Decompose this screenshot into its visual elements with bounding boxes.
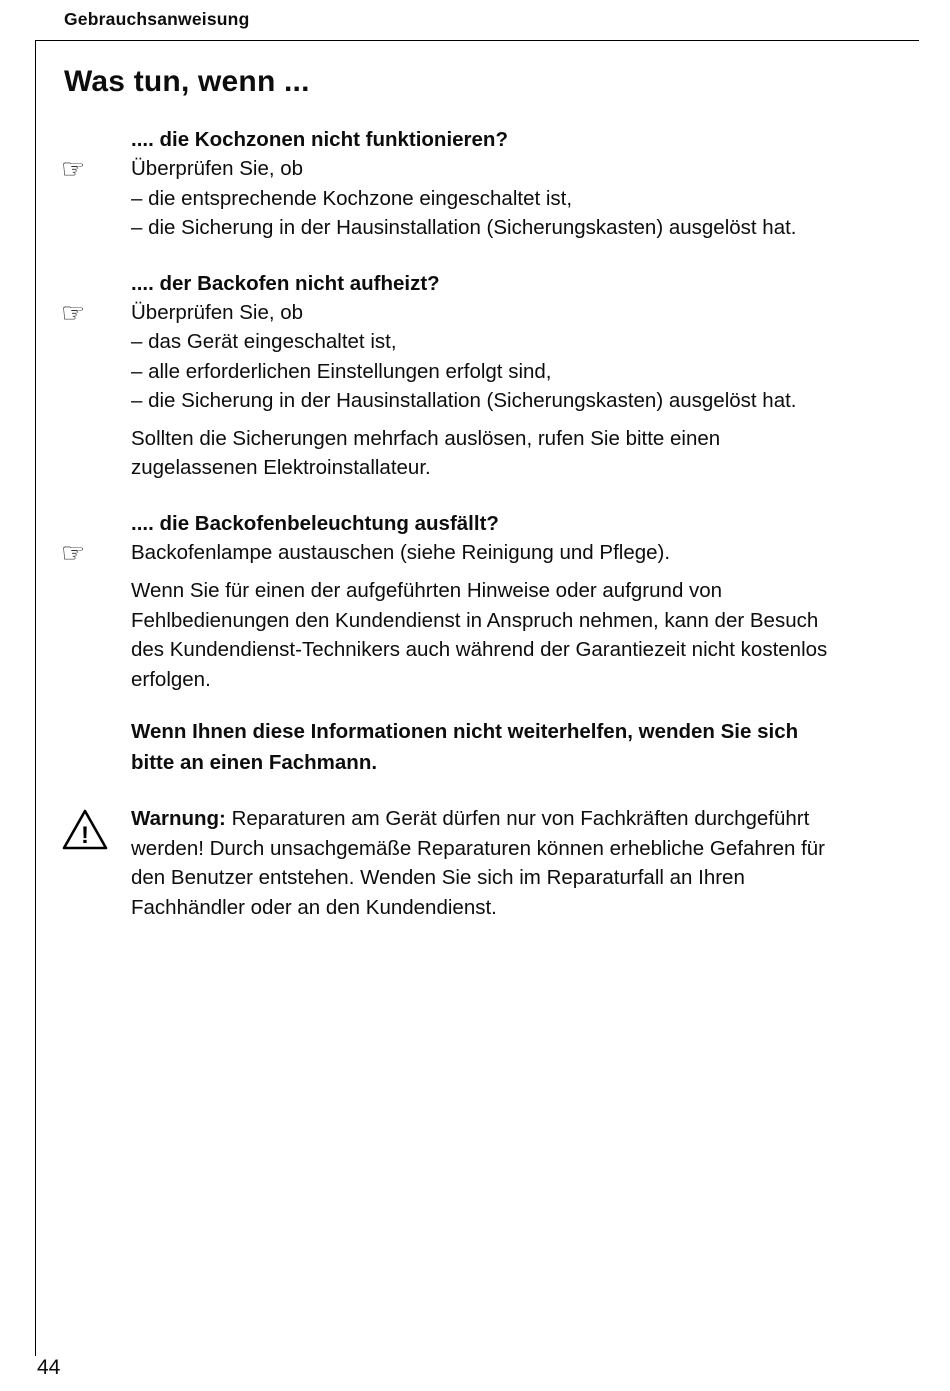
- page-title: Was tun, wenn ...: [64, 65, 310, 98]
- action-text: Backofenlampe austauschen (siehe Reinigung und Pflege).: [131, 540, 671, 564]
- warning-triangle-icon: [61, 808, 109, 852]
- warning-row: [36, 804, 919, 922]
- warning-label: Warnung:: [131, 807, 226, 830]
- list-item: – die entsprechende Kochzone eingeschaltet ist,: [131, 186, 573, 210]
- pointing-hand-icon: ☞: [61, 297, 86, 329]
- list-item: – alle erforderlichen Einstellungen erfolgt sind,: [131, 359, 552, 383]
- section-heading-kochzonen: .... die Kochzonen nicht funktionieren?: [131, 128, 508, 151]
- content-frame: [35, 40, 919, 1356]
- intro-text: Überprüfen Sie, ob: [131, 157, 304, 180]
- page-header: Gebrauchsanweisung: [64, 9, 250, 29]
- intro-text: Überprüfen Sie, ob: [131, 300, 304, 324]
- section-heading-beleuchtung: .... die Backofenbeleuchtung ausfällt?: [131, 511, 499, 535]
- pointer-row: [36, 538, 919, 569]
- list-item: – die Sicherung in der Hausinstallation (Sicherungskasten) ausgelöst hat.: [131, 389, 797, 412]
- list-item: – die Sicherung in der Hausinstallation (Sicherungskasten) ausgelöst hat.: [131, 216, 797, 239]
- note-paragraph: Sollten die Sicherungen mehrfach auslösen, rufen Sie bitte einen zugelassenen Elektroinstallateur.: [131, 426, 721, 479]
- advice-paragraph: Wenn Ihnen diese Informationen nicht weiterhelfen, wenden Sie sich bitte an einen Fachmann.: [131, 720, 799, 774]
- page-number: 44: [37, 1356, 61, 1379]
- note-paragraph: Wenn Sie für einen der aufgeführten Hinweise oder aufgrund von Fehlbedienungen den Kundendienst in Anspruch nehmen, kann der Besuch des Kundendienst-Technikers auch während der Garantiezeit nicht kostenlos erfolgen.: [131, 579, 828, 691]
- warning-exclamation: !: [81, 822, 89, 849]
- warning-text: Reparaturen am Gerät dürfen nur von Fachkräften durchgeführt werden! Durch unsachgemäße Reparaturen können erhebliche Gefahren für den Benutzer entstehen. Wenden Sie sich im Reparaturfall an Ihren Fachhändler oder an den Kundendienst.: [131, 807, 825, 919]
- pointing-hand-icon: ☞: [61, 537, 86, 569]
- warning-paragraph: [131, 804, 849, 922]
- pointer-row: [36, 298, 919, 416]
- pointer-row: [36, 154, 919, 243]
- section-heading-backofen: .... der Backofen nicht aufheizt?: [131, 271, 440, 295]
- pointing-hand-icon: ☞: [61, 154, 86, 185]
- list-item: – das Gerät eingeschaltet ist,: [131, 330, 397, 353]
